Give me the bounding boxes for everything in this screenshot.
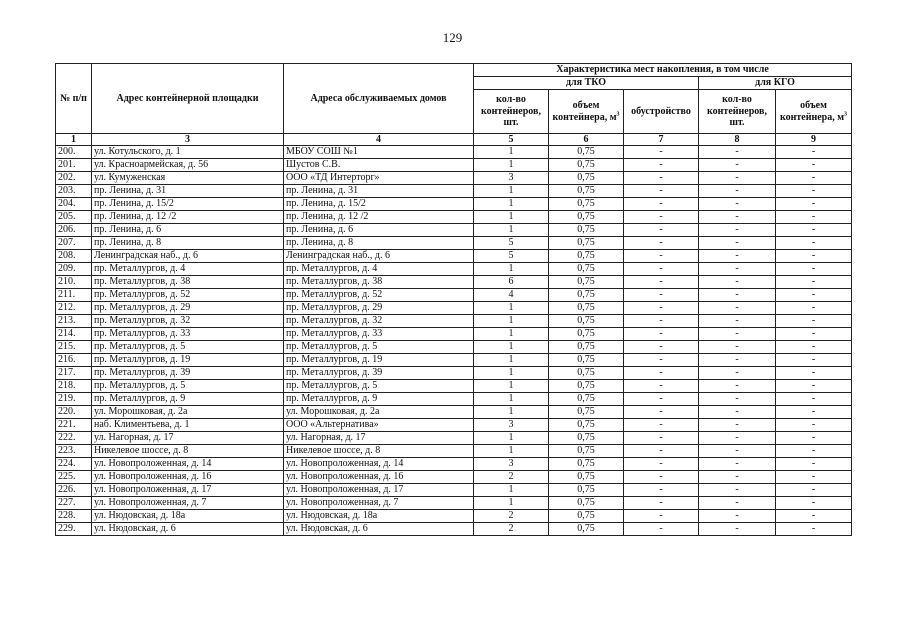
container-count: 3: [474, 419, 549, 432]
served-houses: ул. Новопроложенная, д. 14: [284, 458, 474, 471]
container-volume: 0,75: [549, 315, 624, 328]
kgo-container-count: -: [699, 315, 776, 328]
container-count: 2: [474, 471, 549, 484]
container-volume: 0,75: [549, 497, 624, 510]
container-volume: 0,75: [549, 263, 624, 276]
row-number: 217.: [56, 367, 92, 380]
header-no: № п/п: [56, 64, 92, 134]
served-houses: пр. Металлургов, д. 38: [284, 276, 474, 289]
site-address: ул. Нагорная, д. 17: [92, 432, 284, 445]
site-address: пр. Ленина, д. 6: [92, 224, 284, 237]
row-number: 218.: [56, 380, 92, 393]
column-number: 5: [474, 134, 549, 146]
kgo-container-count: -: [699, 159, 776, 172]
kgo-container-volume: -: [776, 172, 852, 185]
container-volume: 0,75: [549, 185, 624, 198]
kgo-container-volume: -: [776, 146, 852, 159]
served-houses: пр. Ленина, д. 31: [284, 185, 474, 198]
served-houses: МБОУ СОШ №1: [284, 146, 474, 159]
site-address: ул. Нюдовская, д. 18а: [92, 510, 284, 523]
equipment: -: [624, 471, 699, 484]
page-number: 129: [442, 30, 463, 45]
site-address: пр. Ленина, д. 12 /2: [92, 211, 284, 224]
kgo-container-volume: -: [776, 445, 852, 458]
site-address: наб. Климентьева, д. 1: [92, 419, 284, 432]
served-houses: пр. Металлургов, д. 33: [284, 328, 474, 341]
kgo-container-volume: -: [776, 185, 852, 198]
kgo-container-volume: -: [776, 250, 852, 263]
kgo-container-volume: -: [776, 315, 852, 328]
row-number: 210.: [56, 276, 92, 289]
equipment: -: [624, 484, 699, 497]
equipment: -: [624, 354, 699, 367]
row-number: 222.: [56, 432, 92, 445]
container-volume: 0,75: [549, 224, 624, 237]
kgo-container-count: -: [699, 302, 776, 315]
equipment: -: [624, 146, 699, 159]
served-houses: ул. Новопроложенная, д. 16: [284, 471, 474, 484]
site-address: пр. Металлургов, д. 29: [92, 302, 284, 315]
container-count: 1: [474, 159, 549, 172]
container-count: 1: [474, 302, 549, 315]
kgo-container-count: -: [699, 523, 776, 536]
kgo-container-volume: -: [776, 211, 852, 224]
kgo-container-count: -: [699, 497, 776, 510]
container-volume: 0,75: [549, 471, 624, 484]
container-volume: 0,75: [549, 159, 624, 172]
column-number: 3: [92, 134, 284, 146]
table-row: [56, 367, 852, 380]
container-volume: 0,75: [549, 458, 624, 471]
container-volume: 0,75: [549, 419, 624, 432]
kgo-container-count: -: [699, 237, 776, 250]
kgo-container-count: -: [699, 289, 776, 302]
site-address: пр. Металлургов, д. 39: [92, 367, 284, 380]
container-count: 1: [474, 445, 549, 458]
kgo-container-volume: -: [776, 367, 852, 380]
equipment: -: [624, 172, 699, 185]
kgo-container-volume: -: [776, 341, 852, 354]
column-number: 8: [699, 134, 776, 146]
container-volume: 0,75: [549, 380, 624, 393]
row-number: 227.: [56, 497, 92, 510]
equipment: -: [624, 276, 699, 289]
container-count: 1: [474, 432, 549, 445]
kgo-container-volume: -: [776, 198, 852, 211]
kgo-container-volume: -: [776, 393, 852, 406]
kgo-container-count: -: [699, 198, 776, 211]
kgo-container-count: -: [699, 458, 776, 471]
header-kgo-volume-sup: 3: [844, 111, 848, 118]
kgo-container-count: -: [699, 367, 776, 380]
container-count: 1: [474, 224, 549, 237]
header-tko: для ТКО: [474, 77, 699, 90]
header-count: кол-во контейнеров, шт.: [474, 90, 549, 134]
kgo-container-volume: -: [776, 328, 852, 341]
kgo-container-count: -: [699, 432, 776, 445]
row-number: 203.: [56, 185, 92, 198]
table-row: [56, 432, 852, 445]
kgo-container-volume: -: [776, 471, 852, 484]
kgo-container-count: -: [699, 406, 776, 419]
served-houses: пр. Ленина, д. 15/2: [284, 198, 474, 211]
kgo-container-count: -: [699, 146, 776, 159]
kgo-container-count: -: [699, 224, 776, 237]
kgo-container-volume: -: [776, 159, 852, 172]
kgo-container-count: -: [699, 211, 776, 224]
row-number: 228.: [56, 510, 92, 523]
kgo-container-count: -: [699, 419, 776, 432]
site-address: пр. Металлургов, д. 19: [92, 354, 284, 367]
table-row: [56, 159, 852, 172]
table-row: [56, 146, 852, 159]
kgo-container-volume: -: [776, 224, 852, 237]
table-row: [56, 484, 852, 497]
container-count: 3: [474, 172, 549, 185]
row-number: 226.: [56, 484, 92, 497]
table-row: [56, 510, 852, 523]
container-volume: 0,75: [549, 198, 624, 211]
table-row: [56, 237, 852, 250]
container-volume: 0,75: [549, 445, 624, 458]
table-row: [56, 211, 852, 224]
site-address: пр. Металлургов, д. 32: [92, 315, 284, 328]
container-volume: 0,75: [549, 367, 624, 380]
container-count: 1: [474, 367, 549, 380]
container-count: 1: [474, 341, 549, 354]
container-volume: 0,75: [549, 276, 624, 289]
container-volume: 0,75: [549, 341, 624, 354]
served-houses: ул. Новопроложенная, д. 17: [284, 484, 474, 497]
row-number: 229.: [56, 523, 92, 536]
site-address: ул. Новопроложенная, д. 14: [92, 458, 284, 471]
container-count: 1: [474, 211, 549, 224]
row-number: 202.: [56, 172, 92, 185]
row-number: 221.: [56, 419, 92, 432]
site-address: пр. Металлургов, д. 4: [92, 263, 284, 276]
column-number-row: [56, 134, 852, 146]
container-volume: 0,75: [549, 523, 624, 536]
equipment: -: [624, 315, 699, 328]
row-number: 211.: [56, 289, 92, 302]
header-characteristics: Характеристика мест накопления, в том числе: [474, 64, 852, 77]
header-kgo: для КГО: [699, 77, 852, 90]
table-row: [56, 302, 852, 315]
equipment: -: [624, 198, 699, 211]
served-houses: ООО «ТД Интерторг»: [284, 172, 474, 185]
kgo-container-volume: -: [776, 289, 852, 302]
table-body: [56, 146, 852, 536]
container-count: 1: [474, 328, 549, 341]
table-row: [56, 224, 852, 237]
served-houses: пр. Металлургов, д. 19: [284, 354, 474, 367]
kgo-container-count: -: [699, 484, 776, 497]
table-row: [56, 445, 852, 458]
kgo-container-volume: -: [776, 354, 852, 367]
equipment: -: [624, 406, 699, 419]
equipment: -: [624, 445, 699, 458]
site-address: пр. Ленина, д. 31: [92, 185, 284, 198]
served-houses: пр. Металлургов, д. 5: [284, 380, 474, 393]
served-houses: ул. Морошковая, д. 2а: [284, 406, 474, 419]
row-number: 225.: [56, 471, 92, 484]
kgo-container-volume: -: [776, 510, 852, 523]
container-volume: 0,75: [549, 211, 624, 224]
column-number: 1: [56, 134, 92, 146]
equipment: -: [624, 419, 699, 432]
kgo-container-volume: -: [776, 458, 852, 471]
kgo-container-volume: -: [776, 263, 852, 276]
container-count: 1: [474, 263, 549, 276]
equipment: -: [624, 367, 699, 380]
container-count: 1: [474, 198, 549, 211]
container-volume: 0,75: [549, 393, 624, 406]
table-row: [56, 185, 852, 198]
served-houses: Шустов С.В.: [284, 159, 474, 172]
served-houses: Никелевое шоссе, д. 8: [284, 445, 474, 458]
container-volume: 0,75: [549, 510, 624, 523]
container-count: 6: [474, 276, 549, 289]
site-address: пр. Ленина, д. 8: [92, 237, 284, 250]
container-count: 2: [474, 523, 549, 536]
site-address: пр. Металлургов, д. 5: [92, 341, 284, 354]
container-count: 1: [474, 146, 549, 159]
container-volume: 0,75: [549, 432, 624, 445]
site-address: пр. Металлургов, д. 52: [92, 289, 284, 302]
equipment: -: [624, 302, 699, 315]
equipment: -: [624, 289, 699, 302]
equipment: -: [624, 393, 699, 406]
kgo-container-count: -: [699, 380, 776, 393]
site-address: ул. Новопроложенная, д. 17: [92, 484, 284, 497]
column-number: 9: [776, 134, 852, 146]
kgo-container-volume: -: [776, 419, 852, 432]
equipment: -: [624, 432, 699, 445]
container-volume: 0,75: [549, 289, 624, 302]
table-row: [56, 497, 852, 510]
served-houses: ул. Нюдовская, д. 6: [284, 523, 474, 536]
site-address: ул. Новопроложенная, д. 7: [92, 497, 284, 510]
equipment: -: [624, 458, 699, 471]
header-equipment: обустройство: [624, 90, 699, 134]
container-count: 5: [474, 237, 549, 250]
container-count: 1: [474, 354, 549, 367]
table-row: [56, 458, 852, 471]
container-volume: 0,75: [549, 172, 624, 185]
served-houses: пр. Ленина, д. 12 /2: [284, 211, 474, 224]
table-row: [56, 328, 852, 341]
table-row: [56, 419, 852, 432]
site-address: пр. Металлургов, д. 38: [92, 276, 284, 289]
table-row: [56, 315, 852, 328]
table-row: [56, 198, 852, 211]
container-count: 1: [474, 380, 549, 393]
site-address: пр. Металлургов, д. 5: [92, 380, 284, 393]
table-row: [56, 250, 852, 263]
kgo-container-count: -: [699, 250, 776, 263]
served-houses: пр. Металлургов, д. 32: [284, 315, 474, 328]
row-number: 220.: [56, 406, 92, 419]
container-volume: 0,75: [549, 250, 624, 263]
row-number: 213.: [56, 315, 92, 328]
row-number: 224.: [56, 458, 92, 471]
site-address: пр. Металлургов, д. 9: [92, 393, 284, 406]
site-address: Никелевое шоссе, д. 8: [92, 445, 284, 458]
equipment: -: [624, 224, 699, 237]
served-houses: пр. Металлургов, д. 39: [284, 367, 474, 380]
kgo-container-count: -: [699, 172, 776, 185]
column-number: 4: [284, 134, 474, 146]
table-row: [56, 341, 852, 354]
table-row: [56, 471, 852, 484]
row-number: 223.: [56, 445, 92, 458]
equipment: -: [624, 211, 699, 224]
kgo-container-volume: -: [776, 523, 852, 536]
table-row: [56, 354, 852, 367]
kgo-container-volume: -: [776, 484, 852, 497]
kgo-container-volume: -: [776, 380, 852, 393]
served-houses: пр. Ленина, д. 6: [284, 224, 474, 237]
equipment: -: [624, 497, 699, 510]
site-address: ул. Нюдовская, д. 6: [92, 523, 284, 536]
table-row: [56, 276, 852, 289]
container-volume: 0,75: [549, 302, 624, 315]
served-houses: ул. Новопроложенная, д. 7: [284, 497, 474, 510]
equipment: -: [624, 185, 699, 198]
equipment: -: [624, 341, 699, 354]
header-kgo-volume-text: объем контейнера, м: [779, 100, 845, 123]
row-number: 201.: [56, 159, 92, 172]
equipment: -: [624, 328, 699, 341]
equipment: -: [624, 523, 699, 536]
container-count: 1: [474, 484, 549, 497]
container-volume: 0,75: [549, 146, 624, 159]
column-number: 7: [624, 134, 699, 146]
row-number: 214.: [56, 328, 92, 341]
table-row: [56, 406, 852, 419]
row-number: 216.: [56, 354, 92, 367]
header-volume-text: объем контейнера, м: [552, 100, 617, 123]
kgo-container-count: -: [699, 510, 776, 523]
kgo-container-volume: -: [776, 302, 852, 315]
container-count: 1: [474, 393, 549, 406]
container-count: 2: [474, 510, 549, 523]
container-volume: 0,75: [549, 406, 624, 419]
site-address: пр. Металлургов, д. 33: [92, 328, 284, 341]
container-count: 1: [474, 185, 549, 198]
site-address: ул. Морошковая, д. 2а: [92, 406, 284, 419]
kgo-container-count: -: [699, 185, 776, 198]
table-row: [56, 523, 852, 536]
table-row: [56, 380, 852, 393]
kgo-container-count: -: [699, 354, 776, 367]
table-row: [56, 263, 852, 276]
served-houses: пр. Металлургов, д. 29: [284, 302, 474, 315]
container-count: 1: [474, 406, 549, 419]
table-row: [56, 289, 852, 302]
site-address: ул. Кумуженская: [92, 172, 284, 185]
kgo-container-volume: -: [776, 432, 852, 445]
container-volume: 0,75: [549, 237, 624, 250]
served-houses: пр. Металлургов, д. 4: [284, 263, 474, 276]
kgo-container-count: -: [699, 341, 776, 354]
row-number: 204.: [56, 198, 92, 211]
equipment: -: [624, 237, 699, 250]
equipment: -: [624, 250, 699, 263]
header-volume: [549, 90, 624, 134]
row-number: 200.: [56, 146, 92, 159]
site-address: ул. Новопроложенная, д. 16: [92, 471, 284, 484]
kgo-container-volume: -: [776, 237, 852, 250]
served-houses: ул. Нагорная, д. 17: [284, 432, 474, 445]
served-houses: пр. Металлургов, д. 9: [284, 393, 474, 406]
kgo-container-count: -: [699, 393, 776, 406]
served-houses: пр. Металлургов, д. 5: [284, 341, 474, 354]
table-row: [56, 393, 852, 406]
kgo-container-volume: -: [776, 497, 852, 510]
equipment: -: [624, 159, 699, 172]
header-houses: Адреса обслуживаемых домов: [284, 64, 474, 134]
kgo-container-count: -: [699, 471, 776, 484]
equipment: -: [624, 380, 699, 393]
kgo-container-count: -: [699, 328, 776, 341]
kgo-container-volume: -: [776, 276, 852, 289]
kgo-container-volume: -: [776, 406, 852, 419]
container-count: 3: [474, 458, 549, 471]
served-houses: ул. Нюдовская, д. 18а: [284, 510, 474, 523]
site-address: ул. Котульского, д. 1: [92, 146, 284, 159]
header-kgo-volume: [776, 90, 852, 134]
row-number: 205.: [56, 211, 92, 224]
row-number: 212.: [56, 302, 92, 315]
site-address: пр. Ленина, д. 15/2: [92, 198, 284, 211]
container-count: 1: [474, 315, 549, 328]
container-count: 1: [474, 497, 549, 510]
container-volume: 0,75: [549, 354, 624, 367]
column-number: 6: [549, 134, 624, 146]
served-houses: пр. Ленина, д. 8: [284, 237, 474, 250]
served-houses: ООО «Альтернатива»: [284, 419, 474, 432]
site-address: ул. Красноармейская, д. 56: [92, 159, 284, 172]
served-houses: пр. Металлургов, д. 52: [284, 289, 474, 302]
container-sites-table: [55, 63, 852, 536]
row-number: 209.: [56, 263, 92, 276]
container-volume: 0,75: [549, 328, 624, 341]
header-address: Адрес контейнерной площадки: [92, 64, 284, 134]
kgo-container-count: -: [699, 445, 776, 458]
container-count: 5: [474, 250, 549, 263]
container-volume: 0,75: [549, 484, 624, 497]
row-number: 219.: [56, 393, 92, 406]
header-volume-sup: 3: [616, 111, 620, 118]
site-address: Ленинградская наб., д. 6: [92, 250, 284, 263]
kgo-container-count: -: [699, 263, 776, 276]
served-houses: Ленинградская наб., д. 6: [284, 250, 474, 263]
table-row: [56, 172, 852, 185]
equipment: -: [624, 263, 699, 276]
container-count: 4: [474, 289, 549, 302]
row-number: 207.: [56, 237, 92, 250]
row-number: 208.: [56, 250, 92, 263]
row-number: 206.: [56, 224, 92, 237]
header-kgo-count: кол-во контейнеров, шт.: [699, 90, 776, 134]
kgo-container-count: -: [699, 276, 776, 289]
row-number: 215.: [56, 341, 92, 354]
equipment: -: [624, 510, 699, 523]
